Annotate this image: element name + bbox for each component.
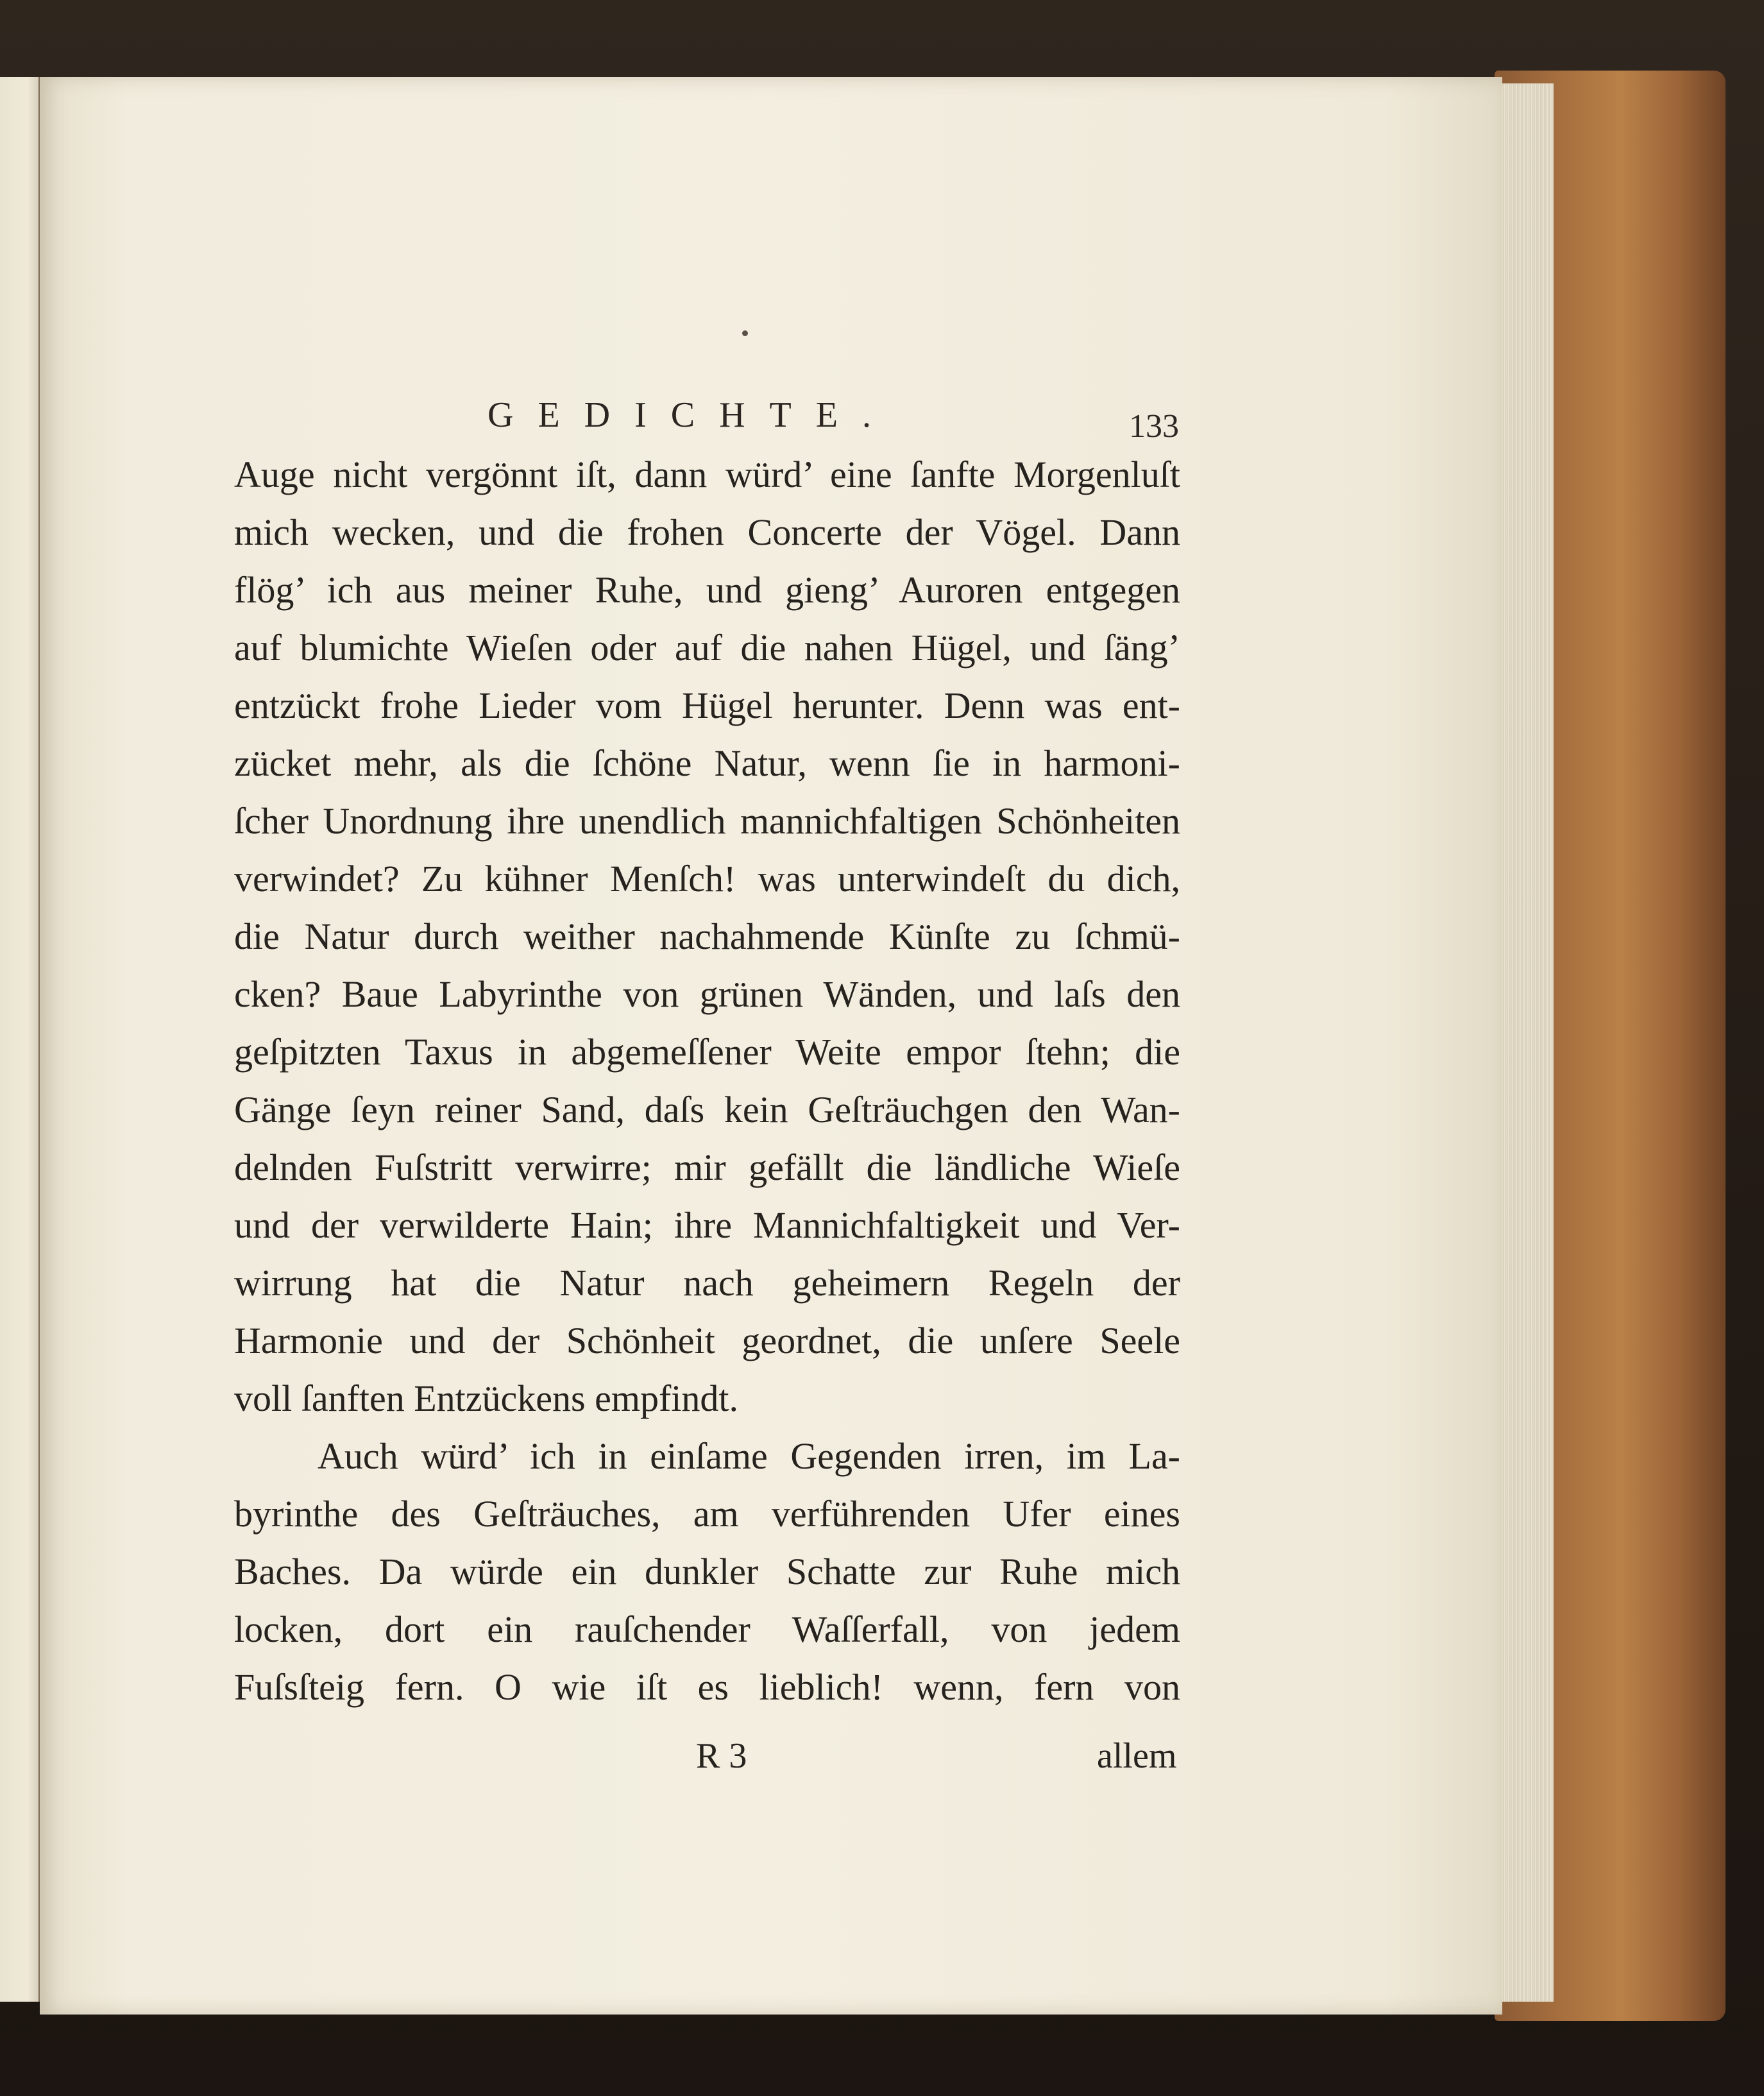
catchword: allem [1097, 1736, 1177, 1776]
text-line: Baches. Da würde ein dunkler Schatte zur Ruhe mich [234, 1551, 1180, 1592]
text-line: ſcher Unordnung ihre unendlich mannichfaltigen Schönheiten [234, 800, 1180, 842]
page-edges [1501, 83, 1554, 2002]
signature-mark: R 3 [696, 1736, 747, 1776]
running-head: GEDICHTE. [488, 395, 895, 435]
text-line: byrinthe des Geſträuches, am verführenden Ufer eines [234, 1493, 1180, 1535]
text-line: wirrung hat die Natur nach geheimern Regeln der [234, 1262, 1180, 1304]
text-line: geſpitzten Taxus in abgemeſſener Weite empor ſtehn; die [234, 1031, 1180, 1073]
text-line: zücket mehr, als die ſchöne Natur, wenn ſie in harmoni- [234, 742, 1180, 784]
text-line: locken, dort ein rauſchender Waſſerfall, von jedem [234, 1608, 1180, 1650]
text-line: cken? Baue Labyrinthe von grünen Wänden, und laſs den [234, 973, 1180, 1015]
text-line: Auge nicht vergönnt iſt, dann würd’ eine ſanfte Morgenluſt [234, 454, 1180, 495]
body-text [234, 446, 1180, 1716]
text-line: die Natur durch weither nachahmende Künſte zu ſchmü- [234, 916, 1180, 957]
page-number: 133 [1129, 408, 1179, 445]
text-line: voll ſanften Entzückens empfindt. [234, 1377, 739, 1419]
text-line: und der verwilderte Hain; ihre Mannichfaltigkeit und Ver- [234, 1204, 1180, 1246]
text-line: flög’ ich aus meiner Ruhe, und gieng’ Auroren entgegen [234, 569, 1180, 611]
text-line: mich wecken, und die frohen Concerte der Vögel. Dann [234, 511, 1180, 553]
text-line: Harmonie und der Schönheit geordnet, die unſere Seele [234, 1320, 1180, 1361]
text-line: auf blumichte Wieſen oder auf die nahen Hügel, und ſäng’ [234, 627, 1180, 669]
text-line: Gänge ſeyn reiner Sand, daſs kein Geſträuchgen den Wan- [234, 1089, 1180, 1130]
text-line: Auch würd’ ich in einſame Gegenden irren, im La- [318, 1435, 1180, 1477]
facing-page [0, 77, 40, 2002]
text-line: entzückt frohe Lieder vom Hügel herunter. Denn was ent- [234, 685, 1180, 726]
text-line: delnden Fuſstritt verwirre; mir gefällt die ländliche Wieſe [234, 1146, 1180, 1188]
ink-speck [742, 330, 748, 336]
text-line: Fuſsſteig fern. O wie iſt es lieblich! wenn, fern von [234, 1666, 1180, 1708]
text-line: verwindet? Zu kühner Menſch! was unterwindeſt du dich, [234, 858, 1180, 899]
